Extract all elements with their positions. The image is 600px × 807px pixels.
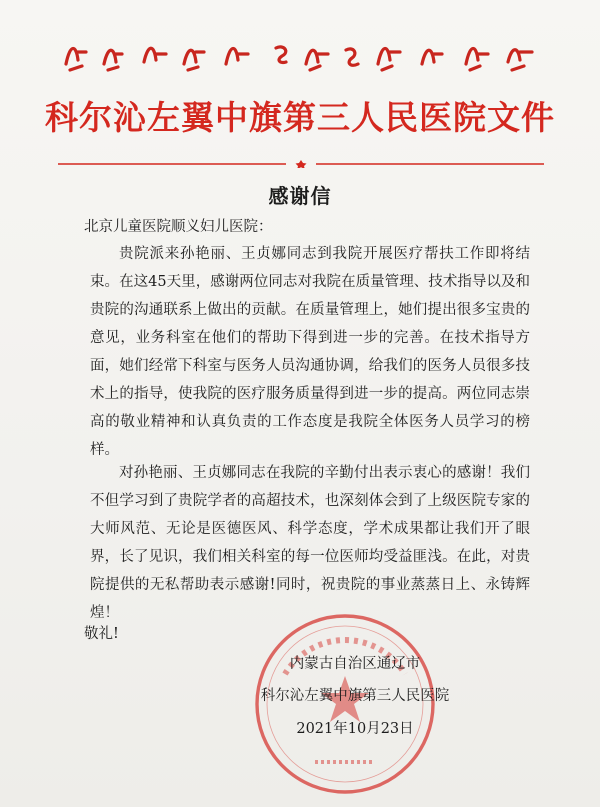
signature-region: 内蒙古自治区通辽市 — [289, 656, 421, 672]
star-icon — [296, 160, 307, 168]
closing-salute: 敬礼! — [84, 626, 119, 642]
red-divider-with-star — [58, 160, 544, 168]
letter-heading: 感谢信 — [268, 184, 332, 208]
mongolian-script-header — [56, 34, 546, 76]
paragraph-2: 对孙艳丽、王贞娜同志在我院的辛勤付出表示衷心的感谢！我们不但学习到了贵院学者的高超技术，也深刻体会到了上级医院专家的大师风范、无论是医德医风、科学态度，学术成果都让我们开了眼界，长了见识，我们相关科室的每一位医师均受益匪浅。在此，对贵院提供的无私帮助表示感谢!同时，祝贵院的事业蒸蒸日上、永铸辉煌！ — [90, 465, 530, 621]
mongolian-script-graphic — [56, 34, 546, 76]
signature-date: 2021年10月23日 — [296, 721, 414, 737]
document-title: 科尔沁左翼中旗第三人民医院文件 — [45, 98, 555, 137]
paragraph-1: 贵院派来孙艳丽、王贞娜同志到我院开展医疗帮扶工作即将结束。在这45天里，感谢两位同志对我院在质量管理、技术指导以及和贵院的沟通联系上做出的贡献。在质量管理上，她们提出很多宝贵的意见，业务科室在他们的帮助下得到进一步的完善。在技术指导方面，她们经常下科室与医务人员沟通协调，给我们的医务人员很多技术上的指导，使我院的医疗服务质量得到进一步的提高。两位同志崇高的敬业精神和认真负责的工作态度是我院全体医务人员学习的榜样。 — [90, 246, 530, 458]
salutation: 北京儿童医院顺义妇儿医院： — [84, 219, 273, 235]
signature-organization: 科尔沁左翼中旗第三人民医院 — [260, 688, 450, 704]
